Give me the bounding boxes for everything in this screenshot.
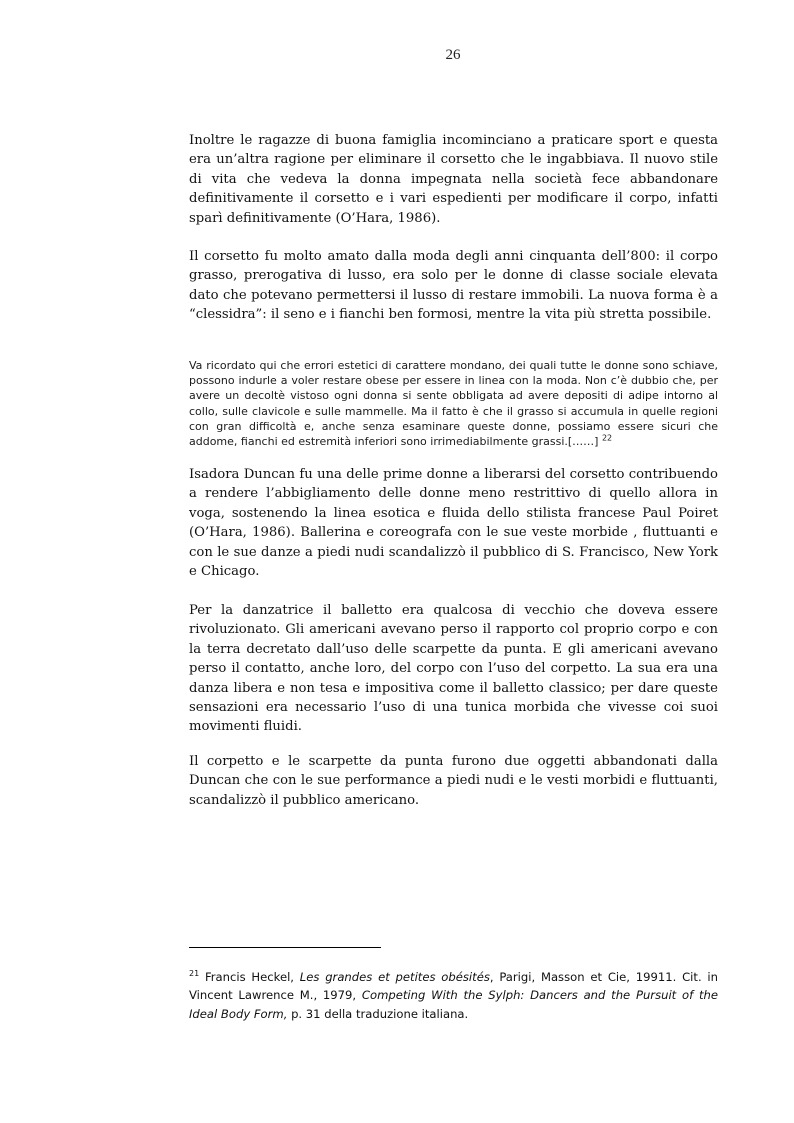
paragraph-corset-and-pointe-shoes: Il corpetto e le scarpette da punta furono due oggetti abbandonati dalla Duncan che con le sue performance a piedi nudi e le vesti morbidi e fluttuanti, scandalizzò il pubblico americano. <box>189 754 718 808</box>
footnote-text-3: p. 31 della traduzione italiana. <box>287 1006 469 1021</box>
paragraph-isadora-duncan: Isadora Duncan fu una delle prime donne a liberarsi del corsetto contribuendo a rendere l’abbigliamento delle donne meno restrittivo di quello allora in voga, sostenendo la linea esotica e fluida dello stilista francese Paul Poiret (O’Hara, 1986). Ballerina e coreografa con le sue veste morbide , fluttuanti e con le sue danze a piedi nudi scandalizzò il pubblico di S. Francisco, New York e Chicago. <box>189 467 718 580</box>
footnote-separator <box>189 947 381 948</box>
paragraph-ballet-revolution: Per la danzatrice il balletto era qualcosa di vecchio che doveva essere rivoluzionato. Gli americani avevano perso il rapporto col proprio corpo e con la terra decretato dall’uso delle scarpette da punta. E gli americani avevano perso il contatto, anche loro, del corpo con l’uso del corpetto. La sua era una danza libera e non tesa e impositiva come il balletto classico; per dare queste sensazioni era necessario l’uso di una tunica morbida che vivesse coi suoi movimenti fluidi. <box>189 603 718 735</box>
footnote-title-heckel: Les grandes et petites obésités <box>299 970 490 984</box>
block-quote-footnote-ref: 22 <box>601 433 613 443</box>
footnote-text-1: Francis Heckel, <box>199 970 300 984</box>
block-quote-text: Va ricordato qui che errori estetici di carattere mondano, dei quali tutte le donne sono schiave, possono indurle a voler restare obese per essere in linea con la moda. Non c’è dubbio che, per avere un decoltè vistoso ogni donna si sente obbligata ad avere depositi di adipe intorno al collo, sulle clavicole e sulle mammelle. Ma il fatto è che il grasso si accumula in quelle regioni con gran difficoltà e, anche senza esaminare queste donne, possiamo essere sicuri che addome, fianchi ed estremità inferiori sono irrimediabilmente grassi.[……] <box>189 359 718 449</box>
footnote-text-2: , Parigi, Masson et Cie, 19911. Cit. in Vincent Lawrence M., 1979, <box>189 970 718 1003</box>
page-number: 26 <box>445 47 461 63</box>
block-quote <box>189 358 718 449</box>
paragraph-corset-fashion: Il corsetto fu molto amato dalla moda degli anni cinquanta dell’800: il corpo grasso, prerogativa di lusso, era solo per le donne di classe sociale elevata dato che potevano permettersi il lusso di restare immobili. La nuova forma è a “clessidra”: il seno e i fianchi ben formosi, mentre la vita più stretta possibile. <box>189 249 718 323</box>
paragraph-corset-abandonment: Inoltre le ragazze di buona famiglia incominciano a praticare sport e questa era un’altra ragione per eliminare il corsetto che le ingabbiava. Il nuovo stile di vita che vedeva la donna impegnata nella società fece abbandonare definitivamente il corsetto e i vari espedienti per modificare il corpo, infatti sparì definitivamente (O’Hara, 1986). <box>189 133 718 226</box>
footnote-number: 21 <box>189 969 200 979</box>
footnote-title-sylph: Competing With the Sylph: Dancers and the Pursuit of the Ideal Body Form, <box>189 988 718 1021</box>
footnote <box>189 968 718 1023</box>
